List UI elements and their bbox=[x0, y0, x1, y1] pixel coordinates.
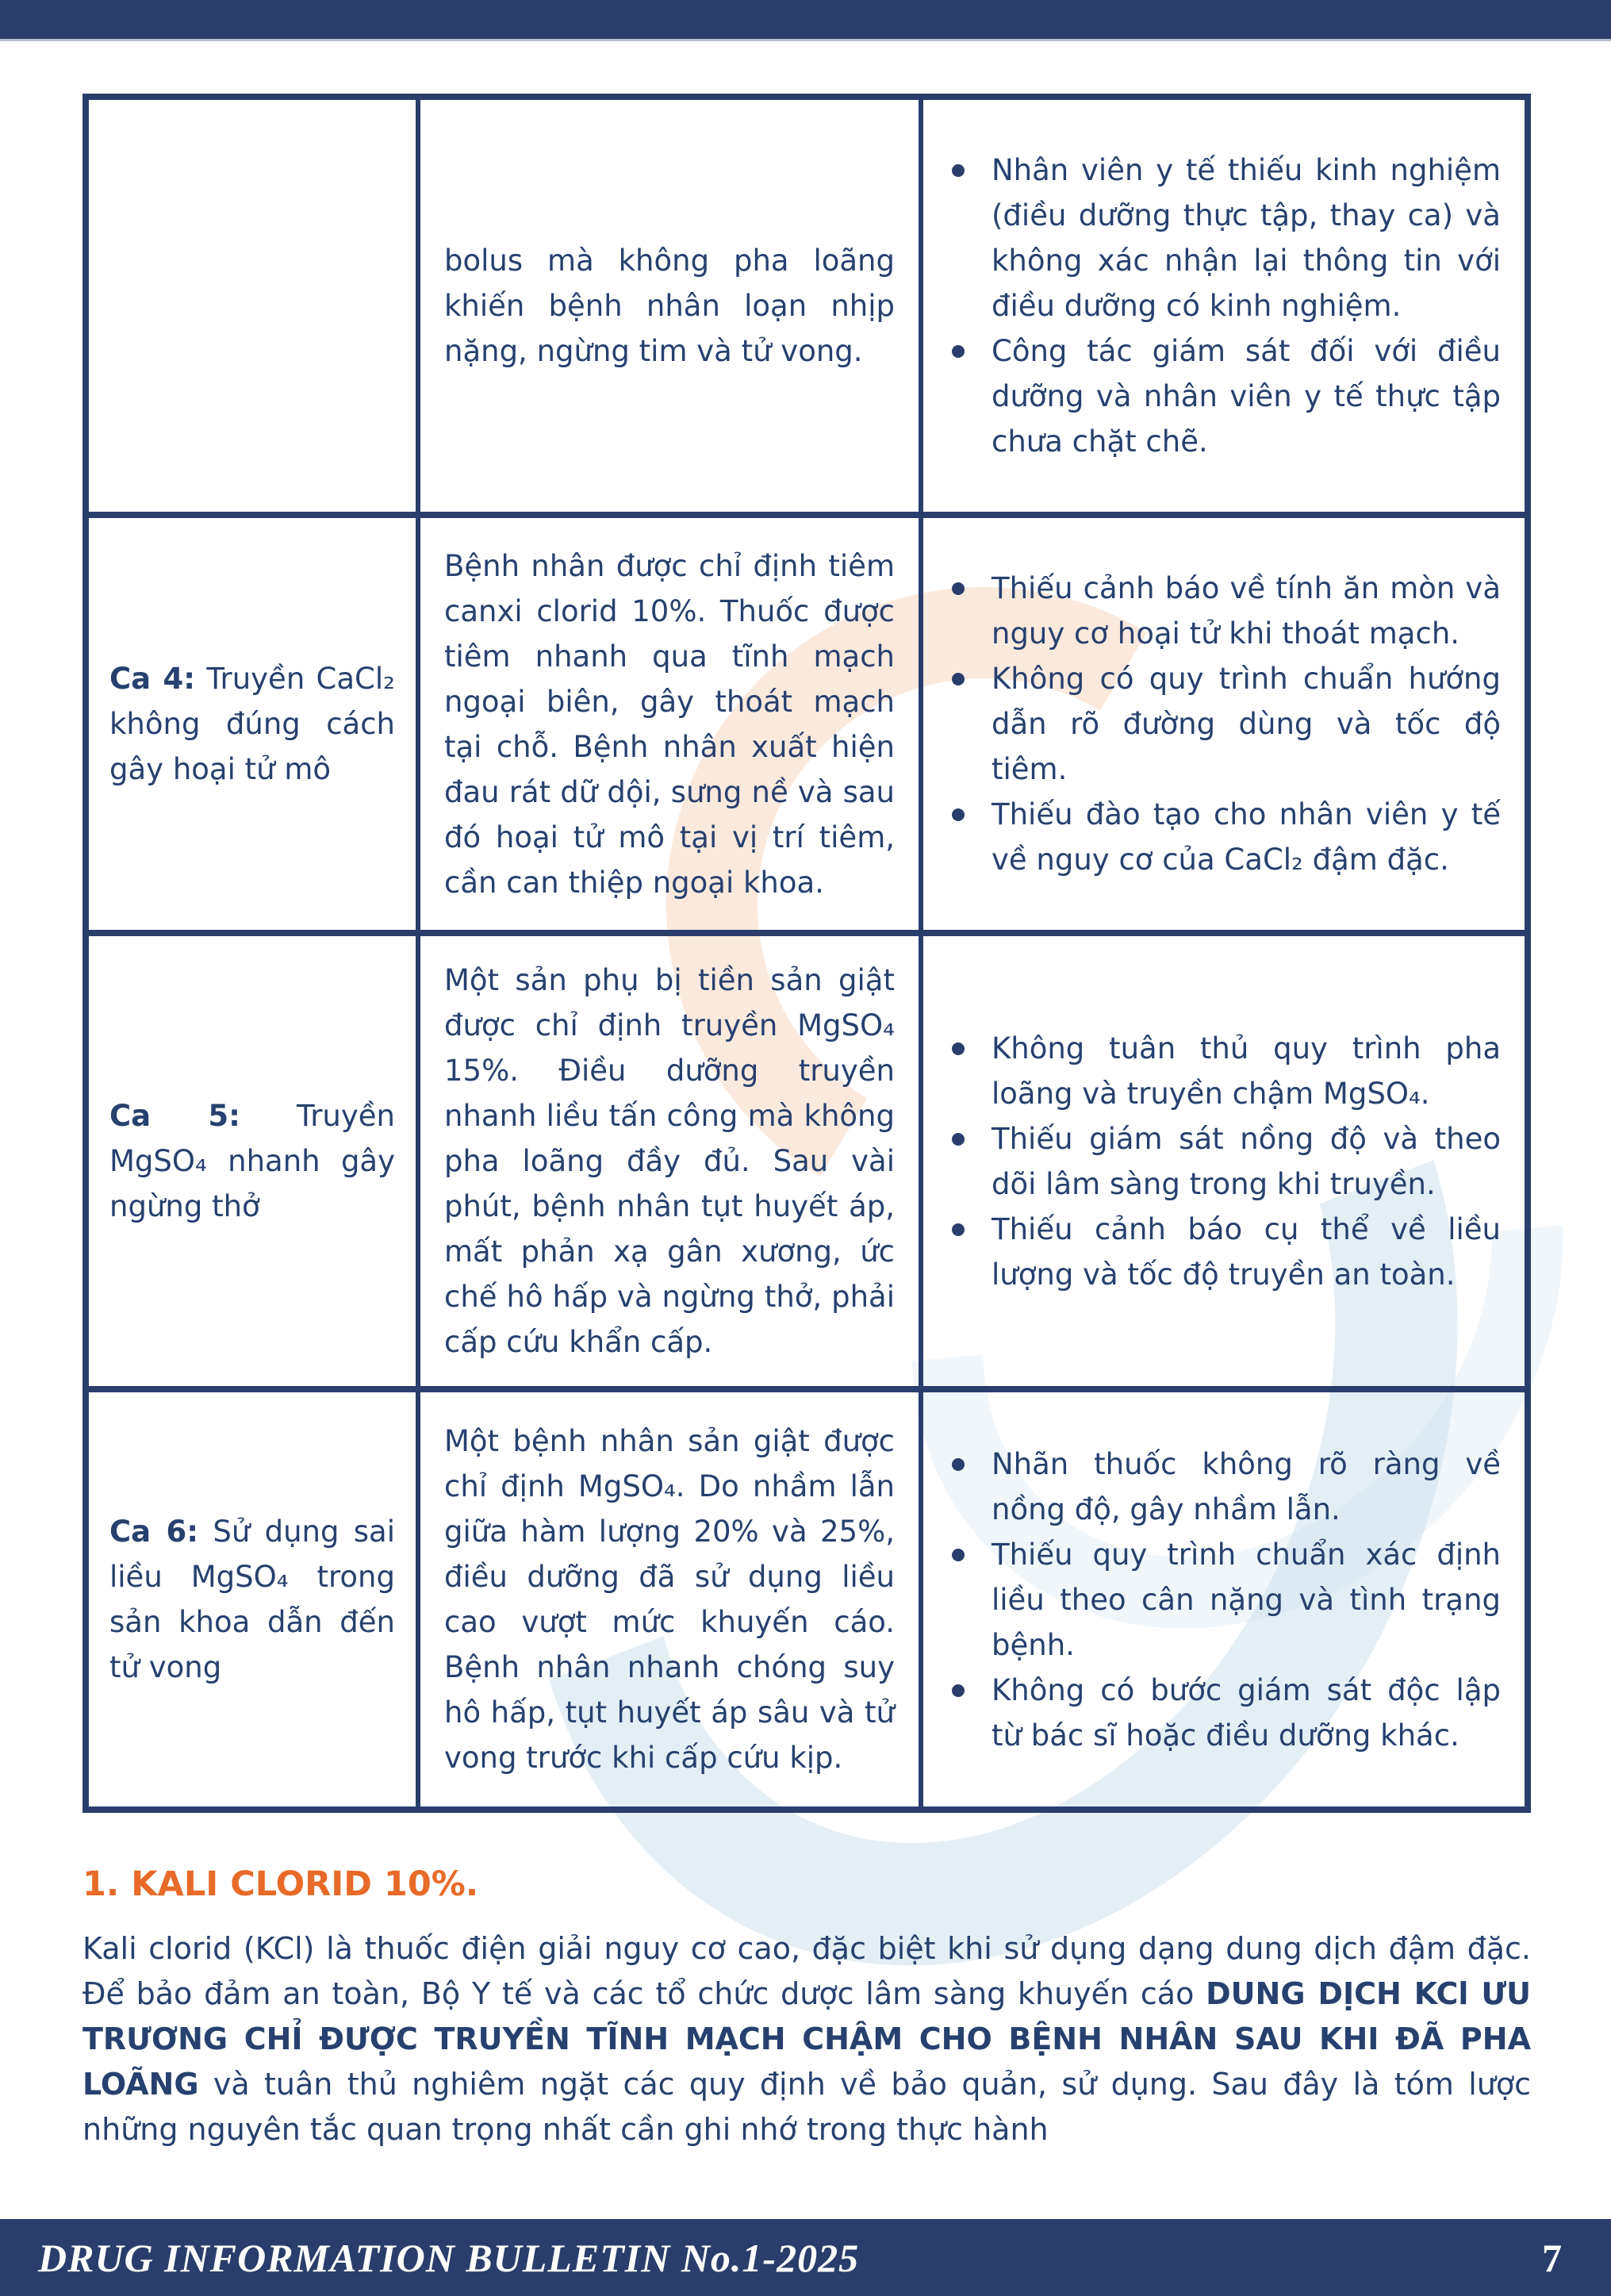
section-heading: 1. KALI CLORID 10%. bbox=[82, 1864, 479, 1904]
table-row-ca4 bbox=[89, 512, 1525, 930]
table-row-continuation bbox=[89, 100, 1525, 512]
bullet-icon bbox=[952, 345, 965, 358]
case-label bbox=[109, 656, 395, 792]
top-bar bbox=[0, 0, 1611, 41]
paragraph-bold-warning: DUNG DỊCH KCl ƯU TRƯƠNG CHỈ ĐƯỢC TRUYỀN TĨNH MẠCH CHẬM CHO BỆNH NHÂN SAU KHI ĐÃ PHA LOÃNG bbox=[82, 1976, 1531, 2102]
bullet-icon bbox=[952, 1684, 965, 1697]
case-label-strong: Ca 4: bbox=[109, 662, 196, 696]
case-description-cell bbox=[416, 1392, 919, 1806]
body-paragraph bbox=[82, 1926, 1531, 2152]
cause-item bbox=[947, 1442, 1501, 1532]
paragraph-part1: Kali clorid (KCl) là thuốc điện giải nguy cơ cao, đặc biệt khi sử dụng dạng dung dịch đậm đặc. Để bảo đảm an toàn, Bộ Y tế và các tổ chức dược lâm sàng khuyến cáo bbox=[82, 1931, 1531, 2011]
paragraph-part2: và tuân thủ nghiêm ngặt các quy định về bảo quản, sử dụng. Sau đây là tóm lược những nguyên tắc quan trọng nhất cần ghi nhớ trong thực hành bbox=[82, 2067, 1531, 2147]
cause-text: Nhãn thuốc không rõ ràng về nồng độ, gây nhầm lẫn. bbox=[992, 1446, 1501, 1526]
bullet-icon bbox=[952, 1549, 965, 1561]
case-table bbox=[82, 94, 1531, 1813]
cause-item bbox=[947, 792, 1501, 882]
causes-list bbox=[947, 148, 1501, 464]
cause-text: Thiếu giám sát nồng độ và theo dõi lâm sàng trong khi truyền. bbox=[992, 1121, 1501, 1201]
case-label-text: Truyền CaCl₂ không đúng cách gây hoại tử mô bbox=[109, 662, 395, 786]
cause-item bbox=[947, 566, 1501, 656]
cause-item bbox=[947, 1207, 1501, 1297]
case-label-strong: Ca 6: bbox=[109, 1515, 199, 1549]
causes-list bbox=[947, 1442, 1501, 1758]
case-causes-cell bbox=[919, 518, 1525, 930]
table-row-ca5 bbox=[89, 930, 1525, 1386]
case-label-cell bbox=[89, 100, 416, 512]
bullet-icon bbox=[952, 164, 965, 177]
cause-text: Thiếu quy trình chuẩn xác định liều theo cân nặng và tình trạng bệnh. bbox=[992, 1537, 1501, 1662]
case-description: Bệnh nhân được chỉ định tiêm canxi clorid 10%. Thuốc được tiêm nhanh qua tĩnh mạch ngoại biên, gây thoát mạch tại chỗ. Bệnh nhân xuất hiện đau rát dữ dội, sưng nề và sau đó hoại tử mô tại vị trí tiêm, cần can thiệp ngoại khoa. bbox=[444, 548, 895, 900]
case-description-cell bbox=[416, 518, 919, 930]
causes-list bbox=[947, 1026, 1501, 1297]
causes-list bbox=[947, 566, 1501, 882]
case-description: Một bệnh nhân sản giật được chỉ định MgSO₄. Do nhầm lẫn giữa hàm lượng 20% và 25%, điều dưỡng đã sử dụng liều cao vượt mức khuyến cáo. Bệnh nhân nhanh chóng suy hô hấp, tụt huyết áp sâu và tử vong trước khi cấp cứu kịp. bbox=[444, 1424, 895, 1775]
cause-item bbox=[947, 328, 1501, 464]
cause-text: Thiếu cảnh báo cụ thể về liều lượng và tốc độ truyền an toàn. bbox=[992, 1211, 1501, 1292]
table-row-ca6 bbox=[89, 1386, 1525, 1806]
case-description-cell bbox=[416, 936, 919, 1386]
case-causes-cell bbox=[919, 1392, 1525, 1806]
bullet-icon bbox=[952, 808, 965, 821]
bullet-icon bbox=[952, 1223, 965, 1236]
cause-text: Thiếu đào tạo cho nhân viên y tế về nguy cơ của CaCl₂ đậm đặc. bbox=[992, 797, 1501, 877]
case-label-cell bbox=[89, 936, 416, 1386]
bullet-icon bbox=[952, 582, 965, 595]
case-description: bolus mà không pha loãng khiến bệnh nhân loạn nhịp nặng, ngừng tim và tử vong. bbox=[444, 244, 895, 368]
cause-item bbox=[947, 148, 1501, 328]
bullet-icon bbox=[952, 673, 965, 685]
cause-text: Không tuân thủ quy trình pha loãng và truyền chậm MgSO₄. bbox=[992, 1031, 1501, 1111]
footer-page-number: 7 bbox=[1542, 2235, 1562, 2280]
case-causes-cell bbox=[919, 100, 1525, 512]
case-description-cell bbox=[416, 100, 919, 512]
cause-item bbox=[947, 656, 1501, 792]
cause-item bbox=[947, 1668, 1501, 1758]
cause-item bbox=[947, 1116, 1501, 1207]
case-label-cell bbox=[89, 518, 416, 930]
bullet-icon bbox=[952, 1042, 965, 1055]
cause-text: Không có bước giám sát độc lập từ bác sĩ hoặc điều dưỡng khác. bbox=[992, 1672, 1501, 1753]
footer-bar bbox=[0, 2219, 1611, 2296]
cause-text: Thiếu cảnh báo về tính ăn mòn và nguy cơ hoại tử khi thoát mạch. bbox=[992, 571, 1501, 651]
case-label-text: Truyền MgSO₄ nhanh gây ngừng thở bbox=[109, 1099, 395, 1223]
bullet-icon bbox=[952, 1458, 965, 1471]
cause-text: Không có quy trình chuẩn hướng dẫn rõ đường dùng và tốc độ tiêm. bbox=[992, 662, 1501, 786]
case-label bbox=[109, 1509, 395, 1690]
footer-title: DRUG INFORMATION BULLETIN No.1-2025 bbox=[38, 2235, 860, 2280]
case-label bbox=[109, 1093, 395, 1229]
bullet-icon bbox=[952, 1133, 965, 1146]
case-description: Một sản phụ bị tiền sản giật được chỉ định truyền MgSO₄ 15%. Điều dưỡng truyền nhanh liều tấn công mà không pha loãng đầy đủ. Sau vài phút, bệnh nhân tụt huyết áp, mất phản xạ gân xương, ức chế hô hấp và ngừng thở, phải cấp cứu khẩn cấp. bbox=[444, 963, 895, 1359]
case-label-cell bbox=[89, 1392, 416, 1806]
case-causes-cell bbox=[919, 936, 1525, 1386]
case-label-strong: Ca 5: bbox=[109, 1099, 240, 1133]
cause-item bbox=[947, 1026, 1501, 1116]
cause-text: Nhân viên y tế thiếu kinh nghiệm (điều dưỡng thực tập, thay ca) và không xác nhận lại thông tin với điều dưỡng có kinh nghiệm. bbox=[992, 153, 1501, 323]
case-label-text: Sử dụng sai liều MgSO₄ trong sản khoa dẫn đến tử vong bbox=[109, 1515, 395, 1684]
cause-text: Công tác giám sát đối với điều dưỡng và nhân viên y tế thực tập chưa chặt chẽ. bbox=[992, 334, 1501, 459]
cause-item bbox=[947, 1532, 1501, 1668]
